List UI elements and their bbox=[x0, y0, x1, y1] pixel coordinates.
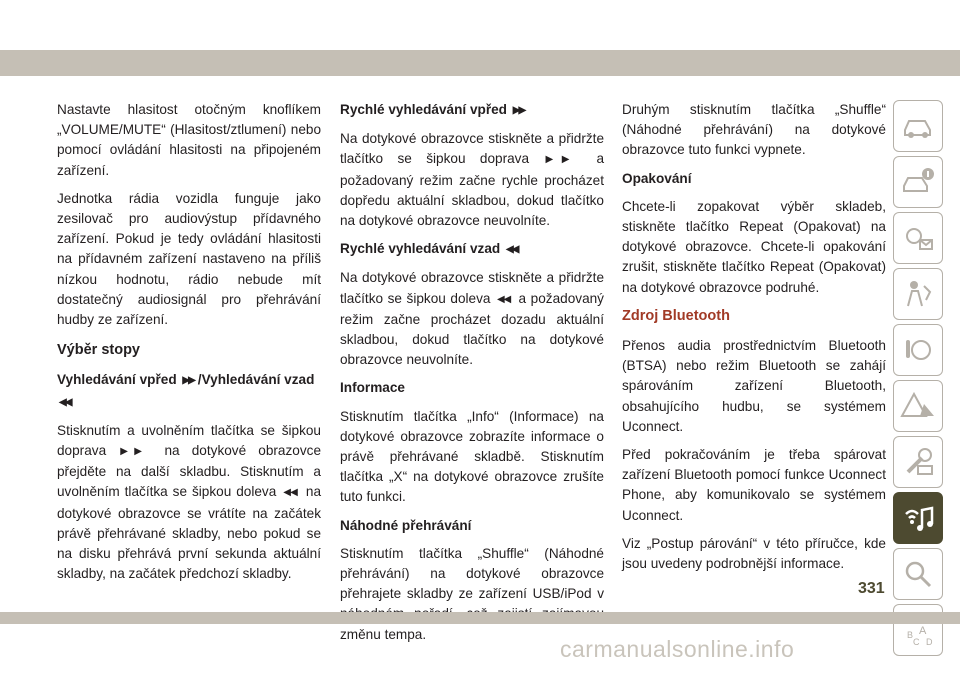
forward-icon: ▶▶ bbox=[545, 154, 579, 166]
seek-text-c: na dotykové obrazovce se vrátíte na začátek právě přehrávané skladby, nebo pokud se na disku přehrává první sekunda aktuální skladby, na začátek předchozí skladby. bbox=[57, 484, 322, 582]
paragraph-amplifier: Jednotka rádia vozidla funguje jako zesilovač pro audiovýstup přídavného zařízení. Pokud je tedy ovládání hlasitosti na přídavném zařízení nastaveno na příliš nízkou hodnotu, rádio nebude mít dostatečný audiosignál pro přehrávání hudby ze zařízení. bbox=[57, 190, 321, 328]
column-3 bbox=[622, 100, 886, 582]
rw-text-a: Na dotykové obrazovce stiskněte a přidržte tlačítko se šipkou doleva bbox=[340, 270, 604, 306]
emergency-icon bbox=[900, 388, 936, 424]
tab-vehicle[interactable] bbox=[893, 100, 943, 152]
car-icon bbox=[900, 108, 936, 144]
heading-info: Informace bbox=[340, 380, 405, 396]
paragraph-rewind bbox=[340, 268, 604, 370]
tab-starting-driving[interactable] bbox=[893, 324, 943, 376]
heading-shuffle: Náhodné přehrávání bbox=[340, 517, 472, 533]
watermark: carmanualsonline.info bbox=[560, 636, 795, 662]
subheading-seek-backward: /Vyhledávání vzad bbox=[197, 372, 315, 388]
tab-multimedia[interactable] bbox=[893, 492, 943, 544]
page-number: 331 bbox=[858, 580, 885, 597]
paragraph-pairing: Před pokračováním je třeba spárovat zařízení Bluetooth pomocí funkce Uconnect Phone, aby komunikovalo se systémem Uconnect. bbox=[622, 447, 886, 523]
ff-text-b: a požadovaný režim začne rychle procházet dopředu aktuální skladbou, dokud tlačítko na dotykové obrazovce neuvolníte. bbox=[340, 151, 605, 229]
index-letter-b: B bbox=[907, 630, 914, 640]
paragraph-info: Stisknutím tlačítka „Info“ (Informace) na dotykové obrazovce zobrazíte informace o právě přehrávané skladbě. Stisknutím tlačítka „X“ na dotykové obrazovce zrušíte tuto funkci. bbox=[340, 408, 604, 505]
seek-text-b: na dotykové obrazovce přejděte na další skladbu. Stisknutím a uvolněním tlačítka se šipkou doleva bbox=[57, 443, 322, 500]
paragraph-shuffle-off: Druhým stisknutím tlačítka „Shuffle“ (Náhodné přehrávání) na dotykové obrazovce tuto funkci vypnete. bbox=[622, 102, 886, 158]
heading-track-selection: Výběr stopy bbox=[57, 342, 140, 359]
heading-repeat: Opakování bbox=[622, 170, 692, 186]
safety-icon bbox=[900, 276, 936, 312]
forward-icon: ▶▶ bbox=[182, 375, 194, 387]
top-margin bbox=[0, 0, 960, 50]
tab-emergency[interactable] bbox=[893, 380, 943, 432]
paragraph-btsa: Přenos audia prostřednictvím Bluetooth (BTSA) nebo režim Bluetooth se zahájí spárováním zařízení Bluetooth, obsahujícího hudbu, se systémem Uconnect. bbox=[622, 338, 886, 434]
heading-fast-forward-text: Rychlé vyhledávání vpřed bbox=[340, 102, 507, 117]
tab-warning-lights[interactable] bbox=[893, 212, 943, 264]
seek-text-a: Stisknutím a uvolněním tlačítka se šipkou doprava bbox=[57, 422, 321, 459]
heading-fast-forward bbox=[340, 100, 604, 121]
backward-icon: ◀◀ bbox=[59, 396, 71, 408]
warning-lights-icon bbox=[900, 220, 936, 256]
index-letter-d: D bbox=[926, 637, 933, 647]
car-info-icon bbox=[900, 164, 936, 200]
index-letter-c: C bbox=[913, 637, 920, 647]
tab-safety[interactable] bbox=[893, 268, 943, 320]
tab-vehicle-info[interactable] bbox=[893, 156, 943, 208]
paragraph-shuffle: Stisknutím tlačítka „Shuffle“ (Náhodné přehrávání) na dotykové obrazovce přehrajete skladby ze zařízení USB/iPod v změnu tempa. bbox=[340, 545, 604, 642]
backward-icon: ◀◀ bbox=[497, 293, 510, 305]
heading-rewind-text: Rychlé vyhledávání vzad bbox=[340, 241, 501, 257]
tab-search[interactable] bbox=[893, 548, 943, 600]
paragraph-seek bbox=[57, 421, 321, 585]
subheading-seek-forward: Vyhledávání vpřed bbox=[57, 372, 177, 388]
ff-text-a: Na dotykové obrazovce stiskněte a přidržte tlačítko se šipkou doprava bbox=[340, 131, 604, 167]
paragraph-reference: Viz „Postup párování“ v této příručce, kde jsou uvedeny podrobnější informace. bbox=[622, 535, 886, 572]
paragraph-volume: Nastavte hlasitost otočným knoflíkem „VOLUME/MUTE“ (Hlasitost/ztlumení) nebo pomocí ovládání hlasitosti na připojeném zařízení. bbox=[57, 102, 321, 178]
footer-band bbox=[0, 612, 960, 624]
forward-icon: ▶▶ bbox=[120, 446, 149, 458]
subheading-seek bbox=[57, 370, 321, 412]
multimedia-icon bbox=[900, 500, 936, 536]
backward-icon: ◀◀ bbox=[505, 244, 518, 256]
chapter-tabs bbox=[893, 100, 943, 660]
paragraph-fast-forward bbox=[340, 129, 604, 231]
forward-icon: ▶▶ bbox=[512, 105, 525, 116]
column-2 bbox=[340, 100, 604, 653]
tab-service[interactable] bbox=[893, 436, 943, 488]
header-band bbox=[0, 50, 960, 76]
column-1 bbox=[57, 100, 321, 592]
rw-text-b: a požadovaný režim začne procházet dozadu aktuální skladbou, dokud tlačítko na dotykové obrazovce neuvolníte. bbox=[340, 290, 604, 368]
paragraph-repeat: Chcete-li zopakovat výběr skladeb, stiskněte tlačítko Repeat (Opakovat) na dotykové obrazovce. Chcete-li opakování zrušit, stiskněte tlačítko Repeat (Opakovat) na dotykové obrazovce podruhé. bbox=[622, 198, 886, 295]
backward-icon: ◀◀ bbox=[283, 487, 297, 499]
search-icon bbox=[900, 556, 936, 592]
wrench-icon bbox=[900, 444, 936, 480]
heading-bluetooth-source: Zdroj Bluetooth bbox=[622, 307, 730, 324]
index-letter-a: A bbox=[919, 625, 927, 637]
heading-rewind bbox=[340, 239, 604, 260]
steering-wheel-icon bbox=[900, 332, 936, 368]
